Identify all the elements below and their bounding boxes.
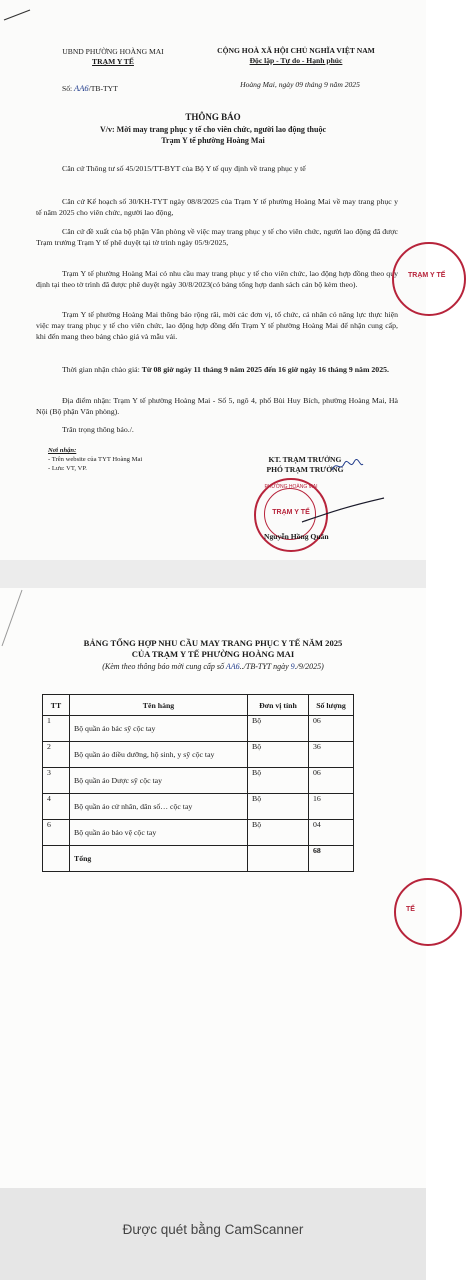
total-label: Tổng <box>70 846 248 872</box>
page-gap <box>0 560 426 588</box>
signer-name: Nguyễn Hồng Quân <box>264 532 329 541</box>
paragraph-1: Căn cứ Thông tư số 45/2015/TT-BYT của Bộ Y tế quy định về trang phục y tế <box>62 164 306 173</box>
table-subtitle: (Kèm theo thông báo mời cung cấp số AA6../TB-TYT ngày 9./9/2025) <box>102 662 324 671</box>
right-header <box>190 46 402 66</box>
address-paragraph: Địa điểm nhận: Trạm Y tế phường Hoàng Mai - Số 5, ngõ 4, phố Bùi Huy Bích, phường Hoàng Mai, Hà Nội (Bộ phận Văn phòng). <box>36 396 398 416</box>
uniform-table <box>42 694 354 872</box>
paragraph-2: Căn cứ Kế hoạch số 30/KH-TYT ngày 08/8/2025 của Trạm Y tế phường Hoàng Mai về may trang phục y tế năm 2025 cho viên chức, người lao động, <box>36 197 398 217</box>
pen-mark <box>2 8 32 22</box>
agency-name: UBND PHƯỜNG HOÀNG MAI <box>62 47 164 56</box>
doc-subtitle: V/v: Mời may trang phục y tế cho viên chức, người lao động thuộc Trạm Y tế phường Hoàng Mai <box>99 125 327 145</box>
time-paragraph: Thời gian nhận chào giá: Từ 08 giờ ngày 11 tháng 9 năm 2025 đến 16 giờ ngày 16 tháng 9 năm 2025. <box>62 365 389 374</box>
stamp-ring-text: PHƯỜNG HOÀNG MAI <box>264 484 318 490</box>
total-value: 68 <box>309 846 354 872</box>
national-title: CỘNG HOÀ XÃ HỘI CHỦ NGHĨA VIỆT NAM <box>217 46 375 55</box>
header-name: Tên hàng <box>70 695 248 716</box>
table-row: 3 Bộ quần áo Dược sỹ cộc tay Bộ 06 <box>43 768 354 794</box>
document-number: Số: AA6/TB-TYT <box>62 83 118 93</box>
recipients-title: Nơi nhận: <box>48 447 77 454</box>
recipient-item: - Trên website của TYT Hoàng Mai <box>48 456 143 463</box>
signature-icon <box>300 496 386 526</box>
edge-stamp-page2 <box>394 878 462 946</box>
header-qty: Số lượng <box>309 695 354 716</box>
table-row: 1 Bộ quần áo bác sỹ cộc tay Bộ 06 <box>43 716 354 742</box>
national-motto: Độc lập - Tự do - Hạnh phúc <box>249 56 343 65</box>
unit-name: TRẠM Y TẾ <box>92 57 134 66</box>
table-row: 4 Bộ quần áo cử nhân, dân số… cộc tay Bộ 16 <box>43 794 354 820</box>
left-header <box>46 47 180 67</box>
paragraph-5: Trạm Y tế phường Hoàng Mai thông báo rộng rãi, mời các đơn vị, tổ chức, cá nhân có năng lực thực hiện việc may trang phục y tế cho viên chức, lao động hợp đồng đến Trạm Y tế phường Hoàng Mai để nhận cung cấp, khi đến mang theo bảng chào giá và mẫu vải. <box>36 310 398 341</box>
camscanner-watermark: Được quét bằng CamScanner <box>122 1222 304 1237</box>
signer-title: KT. TRẠM TRƯỞNG PHÓ TRẠM TRƯỞNG <box>266 455 344 474</box>
signature-icon <box>330 458 364 474</box>
table-title: BẢNG TỔNG HỢP NHU CẦU MAY TRANG PHỤC Y TẾ NĂM 2025 CỦA TRẠM Y TẾ PHƯỜNG HOÀNG MAI <box>83 638 343 659</box>
table-row: 6 Bộ quần áo bảo vệ cộc tay Bộ 04 <box>43 820 354 846</box>
document-page-1 <box>0 0 446 560</box>
paragraph-3: Căn cứ đề xuất của bộ phận Văn phòng về việc may trang phục y tế cho viên chức, người lao động đã được Trạm trưởng Trạm Y tế phê duyệt tại tờ trình ngày 05/9/2025, <box>36 227 398 247</box>
header-tt: TT <box>43 695 70 716</box>
table-header-row <box>43 695 354 716</box>
recipients-block <box>48 446 198 473</box>
table-row: 2 Bộ quần áo điều dưỡng, hộ sinh, y sỹ cộc tay Bộ 36 <box>43 742 354 768</box>
edge-stamp-text: TẾ <box>406 906 415 913</box>
document-page-2 <box>0 588 426 1188</box>
handwritten-number: AA6 <box>74 83 89 93</box>
closing-line: Trân trọng thông báo./. <box>62 425 134 434</box>
stamp-center-text: TRẠM Y TẾ <box>272 509 310 516</box>
edge-stamp <box>392 242 466 316</box>
recipient-item: - Lưu: VT, VP. <box>48 465 87 472</box>
table-total-row <box>43 846 354 872</box>
paragraph-4: Trạm Y tế phường Hoàng Mai có nhu cầu may trang phục y tế cho viên chức, lao động hợp đồng theo quy định tại theo tờ trình đã được phê duyệt ngày 30/8/2023(có bảng tổng hợp danh sách cán bộ kèm theo). <box>36 269 398 289</box>
header-unit: Đơn vị tính <box>248 695 309 716</box>
edge-stamp-text: TRẠM Y TẾ <box>408 272 446 279</box>
doc-title: THÔNG BÁO <box>185 112 241 122</box>
issue-date: Hoàng Mai, ngày 09 tháng 9 năm 2025 <box>240 80 360 89</box>
